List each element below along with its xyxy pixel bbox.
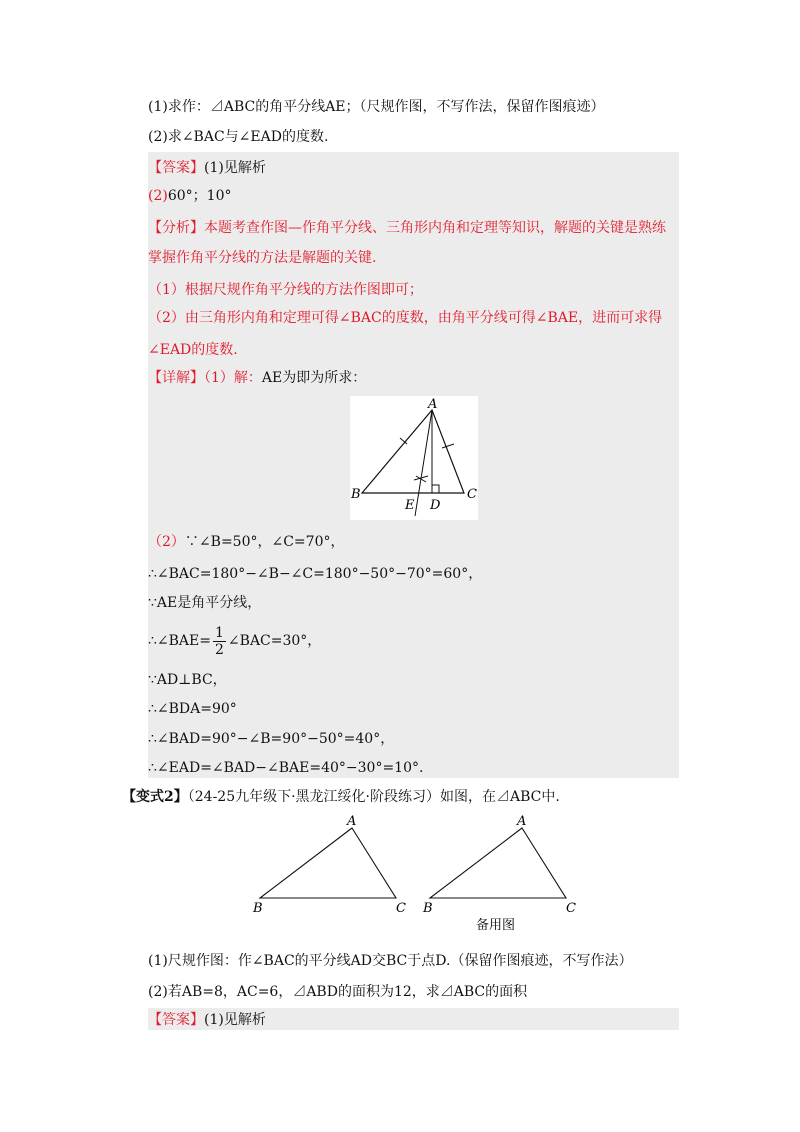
label-b: B (351, 487, 361, 502)
backup-caption: 备用图 (476, 918, 516, 933)
triangle-main (260, 828, 396, 898)
solution-bae-suffix: ∠BAC=30°， (227, 633, 322, 649)
answer-line-1 (148, 158, 266, 178)
solution-bac: ∴∠BAC=180°−∠B−∠C=180°−50°−70°=60°， (148, 566, 483, 582)
backup-label-b: B (423, 901, 433, 916)
analysis-step-1: （1）根据尺规作角平分线的方法作图即可； (148, 282, 423, 298)
variant-2-text: （24-25九年级下·黑龙江绥化·阶段练习）如图，在⊿ABC中. (187, 789, 560, 805)
variant-2-answer-1: (1)见解析 (204, 1012, 266, 1028)
analysis-label: 【分析】 (148, 220, 204, 236)
analysis-text-2: 掌握作角平分线的方法是解题的关键. (148, 250, 377, 266)
answer-2-value: 60°；10° (167, 188, 232, 204)
answer-2-number: (2) (148, 188, 168, 204)
solution-part-label: （2） (148, 534, 185, 550)
label-c: C (467, 487, 477, 502)
triangle-backup (430, 828, 566, 898)
backup-label-a: A (517, 814, 527, 829)
detail-line (148, 368, 366, 388)
backup-label-c: C (566, 901, 576, 916)
detail-text: AE为即为所求： (261, 370, 367, 386)
solution-given-line (148, 532, 344, 552)
fraction-denominator: 2 (215, 641, 224, 658)
solution-given: ∵∠B=50°，∠C=70°， (184, 534, 345, 550)
answer-1: (1)见解析 (204, 160, 266, 176)
main-label-b: B (253, 901, 263, 916)
analysis-line-1 (148, 218, 666, 238)
main-label-c: C (396, 901, 406, 916)
solution-bae-prefix: ∴∠BAE= (148, 633, 211, 649)
label-d: D (430, 498, 441, 513)
solution-perp: ∵AD⊥BC， (148, 672, 227, 688)
detail-label: 【详解】（1）解： (148, 370, 262, 386)
solution-ae: ∵AE是角平分线， (148, 595, 262, 611)
variant-2-label: 【变式2】 (122, 789, 188, 805)
answer-line-2 (148, 186, 231, 206)
solution-bda: ∴∠BDA=90° (148, 701, 237, 717)
answer-label: 【答案】 (148, 160, 204, 176)
triangle-figure-1 (350, 396, 478, 520)
solution-bad: ∴∠BAD=90°−∠B=90°−50°=40°， (148, 731, 395, 747)
fraction-numerator: 1 (215, 624, 224, 641)
variant-2-question-1: (1)尺规作图：作∠BAC的平分线AD交BC于点D.（保留作图痕迹，不写作法） (148, 953, 633, 969)
label-e: E (405, 498, 415, 513)
question-1: (1)求作：⊿ABC的角平分线AE；（尺规作图，不写作法，保留作图痕迹） (148, 99, 605, 115)
variant-2-answer-line (148, 1010, 266, 1030)
solution-ead: ∴∠EAD=∠BAD−∠BAE=40°−30°=10°. (148, 760, 424, 776)
variant-2-answer-label: 【答案】 (148, 1012, 204, 1028)
analysis-step-2a: （2）由三角形内角和定理可得∠BAC的度数，由角平分线可得∠BAE，进而可求得 (148, 310, 663, 326)
variant-2-header (122, 787, 560, 807)
analysis-step-2b: ∠EAD的度数. (148, 342, 238, 358)
variant-2-figures (248, 812, 598, 936)
question-2: (2)求∠BAC与∠EAD的度数. (148, 129, 329, 145)
label-a: A (428, 397, 438, 412)
variant-2-question-2: (2)若AB=8，AC=6，⊿ABD的面积为12，求⊿ABC的面积 (148, 984, 528, 1000)
analysis-text-1: 本题考查作图—作角平分线、三角形内角和定理等知识，解题的关键是熟练 (204, 220, 666, 236)
main-label-a: A (347, 814, 357, 829)
fraction-one-half (213, 625, 226, 658)
solution-bae (148, 624, 321, 658)
